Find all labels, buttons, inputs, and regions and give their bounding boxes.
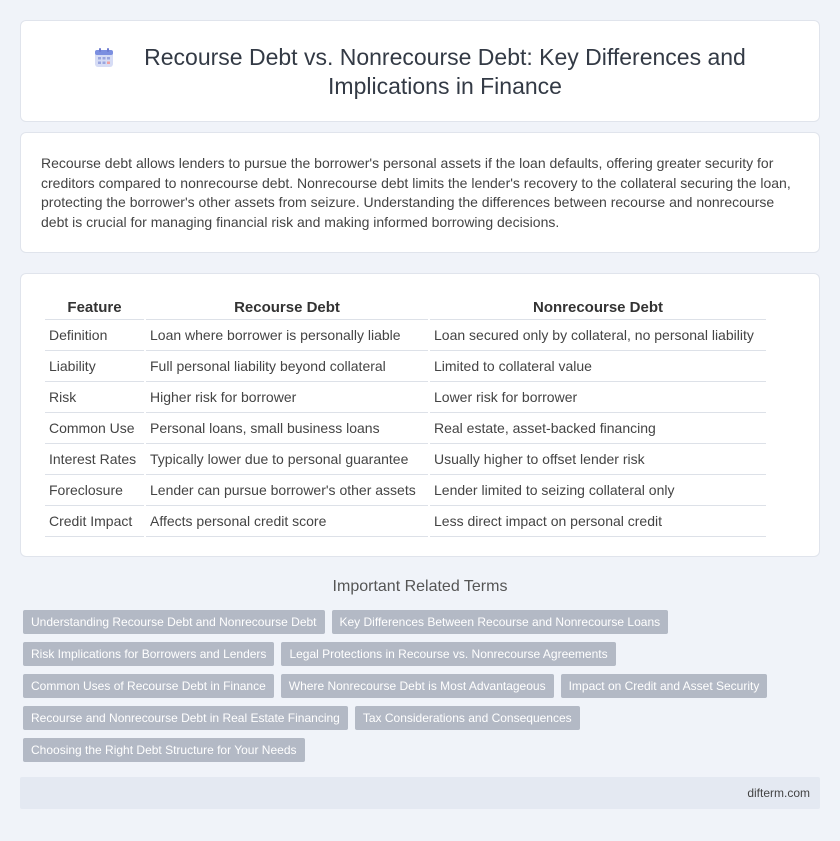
table-row xyxy=(45,506,766,537)
related-term-tag[interactable]: Legal Protections in Recourse vs. Nonrecourse Agreements xyxy=(281,642,615,666)
feature-cell: Risk xyxy=(45,382,144,413)
feature-cell: Foreclosure xyxy=(45,475,144,506)
related-terms-list xyxy=(23,610,803,770)
related-term-tag[interactable]: Where Nonrecourse Debt is Most Advantageous xyxy=(281,674,554,698)
recourse-cell: Loan where borrower is personally liable xyxy=(146,320,428,351)
title-card xyxy=(20,20,820,122)
nonrecourse-cell: Usually higher to offset lender risk xyxy=(430,444,766,475)
header-feature: Feature xyxy=(45,296,144,320)
feature-cell: Interest Rates xyxy=(45,444,144,475)
comparison-table xyxy=(43,296,768,537)
table-row xyxy=(45,413,766,444)
related-terms-heading: Important Related Terms xyxy=(332,578,508,595)
related-term-tag[interactable]: Common Uses of Recourse Debt in Finance xyxy=(23,674,274,698)
recourse-cell: Personal loans, small business loans xyxy=(146,413,428,444)
tag-row xyxy=(23,674,803,698)
nonrecourse-cell: Less direct impact on personal credit xyxy=(430,506,766,537)
related-term-tag[interactable]: Recourse and Nonrecourse Debt in Real Estate Financing xyxy=(23,706,348,730)
tag-row xyxy=(23,738,803,762)
comparison-card xyxy=(20,273,820,557)
table-row xyxy=(45,382,766,413)
related-term-tag[interactable]: Key Differences Between Recourse and Nonrecourse Loans xyxy=(332,610,669,634)
related-term-tag[interactable]: Understanding Recourse Debt and Nonrecourse Debt xyxy=(23,610,325,634)
page-title: Recourse Debt vs. Nonrecourse Debt: Key Differences and Implications in Finance xyxy=(144,44,746,99)
tag-row xyxy=(23,642,803,666)
table-row xyxy=(45,444,766,475)
feature-cell: Credit Impact xyxy=(45,506,144,537)
related-term-tag[interactable]: Risk Implications for Borrowers and Lenders xyxy=(23,642,274,666)
nonrecourse-cell: Limited to collateral value xyxy=(430,351,766,382)
recourse-cell: Lender can pursue borrower's other assets xyxy=(146,475,428,506)
footer xyxy=(20,777,820,809)
intro-card xyxy=(20,132,820,253)
feature-cell: Definition xyxy=(45,320,144,351)
feature-cell: Liability xyxy=(45,351,144,382)
nonrecourse-cell: Lower risk for borrower xyxy=(430,382,766,413)
feature-cell: Common Use xyxy=(45,413,144,444)
table-row xyxy=(45,351,766,382)
header-recourse: Recourse Debt xyxy=(146,296,428,320)
header-nonrecourse: Nonrecourse Debt xyxy=(430,296,766,320)
nonrecourse-cell: Lender limited to seizing collateral only xyxy=(430,475,766,506)
recourse-cell: Typically lower due to personal guarantee xyxy=(146,444,428,475)
nonrecourse-cell: Loan secured only by collateral, no personal liability xyxy=(430,320,766,351)
recourse-cell: Affects personal credit score xyxy=(146,506,428,537)
table-header-row xyxy=(45,296,766,320)
tag-row xyxy=(23,706,803,730)
recourse-cell: Higher risk for borrower xyxy=(146,382,428,413)
related-term-tag[interactable]: Choosing the Right Debt Structure for Your Needs xyxy=(23,738,305,762)
table-row xyxy=(45,320,766,351)
related-term-tag[interactable]: Tax Considerations and Consequences xyxy=(355,706,580,730)
footer-site-link[interactable]: difterm.com xyxy=(747,786,810,800)
tag-row xyxy=(23,610,803,634)
nonrecourse-cell: Real estate, asset-backed financing xyxy=(430,413,766,444)
recourse-cell: Full personal liability beyond collateral xyxy=(146,351,428,382)
table-row xyxy=(45,475,766,506)
intro-paragraph: Recourse debt allows lenders to pursue the borrower's personal assets if the loan defaults, offering greater security for creditors compared to nonrecourse debt. Nonrecourse debt limits the lender's recovery to the collateral securing the loan, protecting the borrower's other assets from seizure. Understanding the differences between recourse and nonrecourse debt is crucial for managing financial risk and making informed borrowing decisions. xyxy=(41,155,791,230)
related-term-tag[interactable]: Impact on Credit and Asset Security xyxy=(561,674,768,698)
